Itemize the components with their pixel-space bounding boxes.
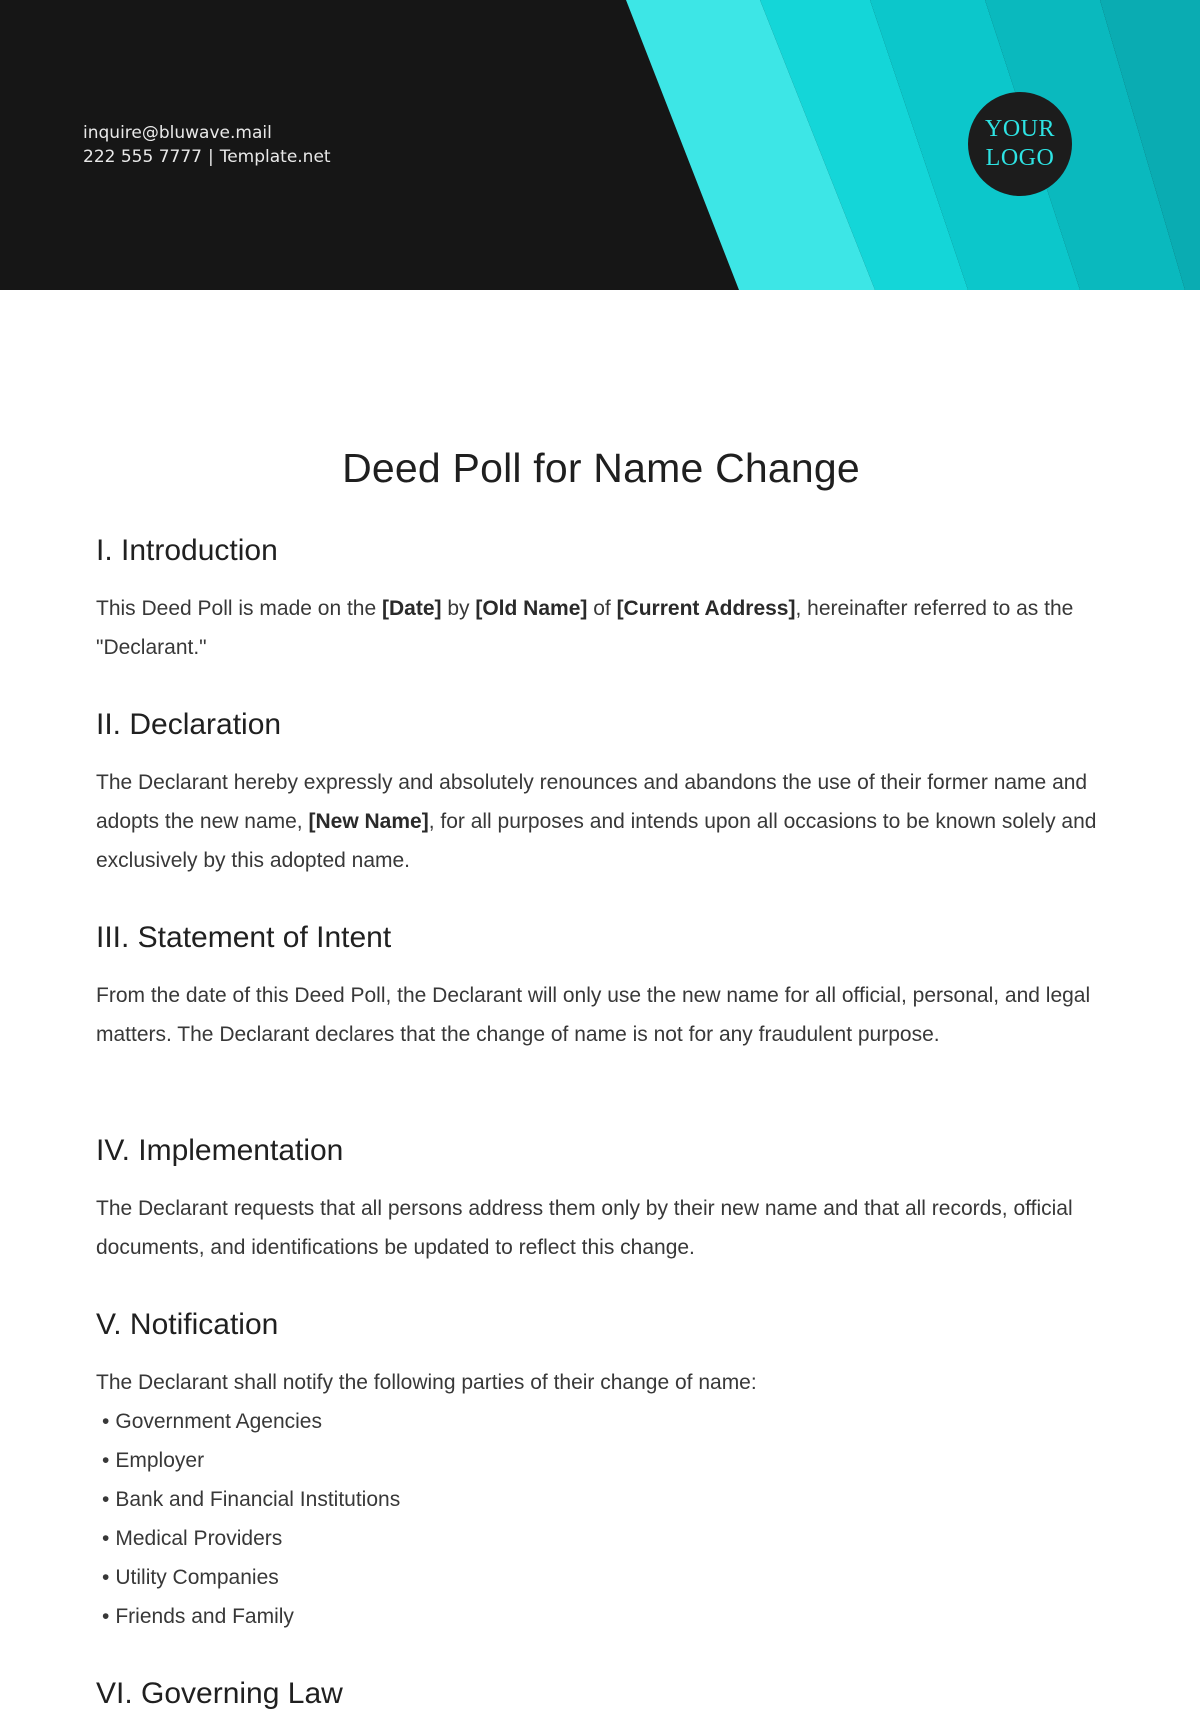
section-heading: II. Declaration bbox=[96, 708, 282, 741]
contact-phone-line bbox=[83, 145, 331, 169]
list-item: • Government Agencies bbox=[102, 1402, 1106, 1441]
page-header bbox=[0, 0, 1200, 290]
placeholder-new-name: [New Name] bbox=[308, 810, 429, 833]
section-declaration bbox=[96, 705, 1106, 880]
section-statement-of-intent bbox=[96, 918, 1106, 1054]
section-heading: IV. Implementation bbox=[96, 1134, 344, 1167]
list-item: • Friends and Family bbox=[102, 1597, 1106, 1636]
section-introduction bbox=[96, 531, 1106, 667]
section-paragraph: The Declarant requests that all persons address them only by their new name and that all records, official documents, and identifications be updated to reflect this change. bbox=[96, 1197, 1073, 1259]
list-item: • Employer bbox=[102, 1441, 1106, 1480]
section-implementation bbox=[96, 1131, 1106, 1267]
notification-list bbox=[96, 1402, 1106, 1636]
contact-separator: | bbox=[207, 147, 214, 167]
list-item: • Medical Providers bbox=[102, 1519, 1106, 1558]
section-paragraph: The Declarant hereby expressly and absolutely renounces and abandons the use of their former name and adopts the new name, [New Name], for all purposes and intends upon all occasions to be known solely and exclusively by this adopted name. bbox=[96, 771, 1097, 872]
contact-email: inquire@bluwave.mail bbox=[83, 123, 272, 143]
placeholder-old-name: [Old Name] bbox=[475, 597, 588, 620]
contact-info bbox=[83, 121, 331, 169]
contact-phone: 222 555 7777 bbox=[83, 147, 202, 167]
contact-website: Template.net bbox=[219, 147, 331, 167]
section-paragraph: The Declarant shall notify the following parties of their change of name: bbox=[96, 1371, 757, 1394]
section-paragraph: From the date of this Deed Poll, the Declarant will only use the new name for all official, personal, and legal matters. The Declarant declares that the change of name is not for any fraudulent purpose. bbox=[96, 984, 1091, 1046]
section-governing-law bbox=[96, 1674, 1106, 1714]
list-item: • Utility Companies bbox=[102, 1558, 1106, 1597]
section-heading: I. Introduction bbox=[96, 534, 278, 567]
section-heading: III. Statement of Intent bbox=[96, 921, 392, 954]
logo-line-1: YOUR bbox=[984, 116, 1055, 142]
document-title: Deed Poll for Name Change bbox=[342, 445, 860, 491]
section-heading: VI. Governing Law bbox=[96, 1677, 343, 1710]
list-item: • Bank and Financial Institutions bbox=[102, 1480, 1106, 1519]
placeholder-date: [Date] bbox=[381, 597, 442, 620]
section-notification bbox=[96, 1305, 1106, 1636]
placeholder-current-address: [Current Address] bbox=[616, 597, 796, 620]
section-heading: V. Notification bbox=[96, 1308, 279, 1341]
logo-line-2: LOGO bbox=[985, 145, 1055, 171]
section-paragraph: This Deed Poll is made on the [Date] by [Old Name] of [Current Address], hereinafter referred to as the "Declarant." bbox=[96, 597, 1074, 659]
logo-badge bbox=[968, 92, 1072, 196]
